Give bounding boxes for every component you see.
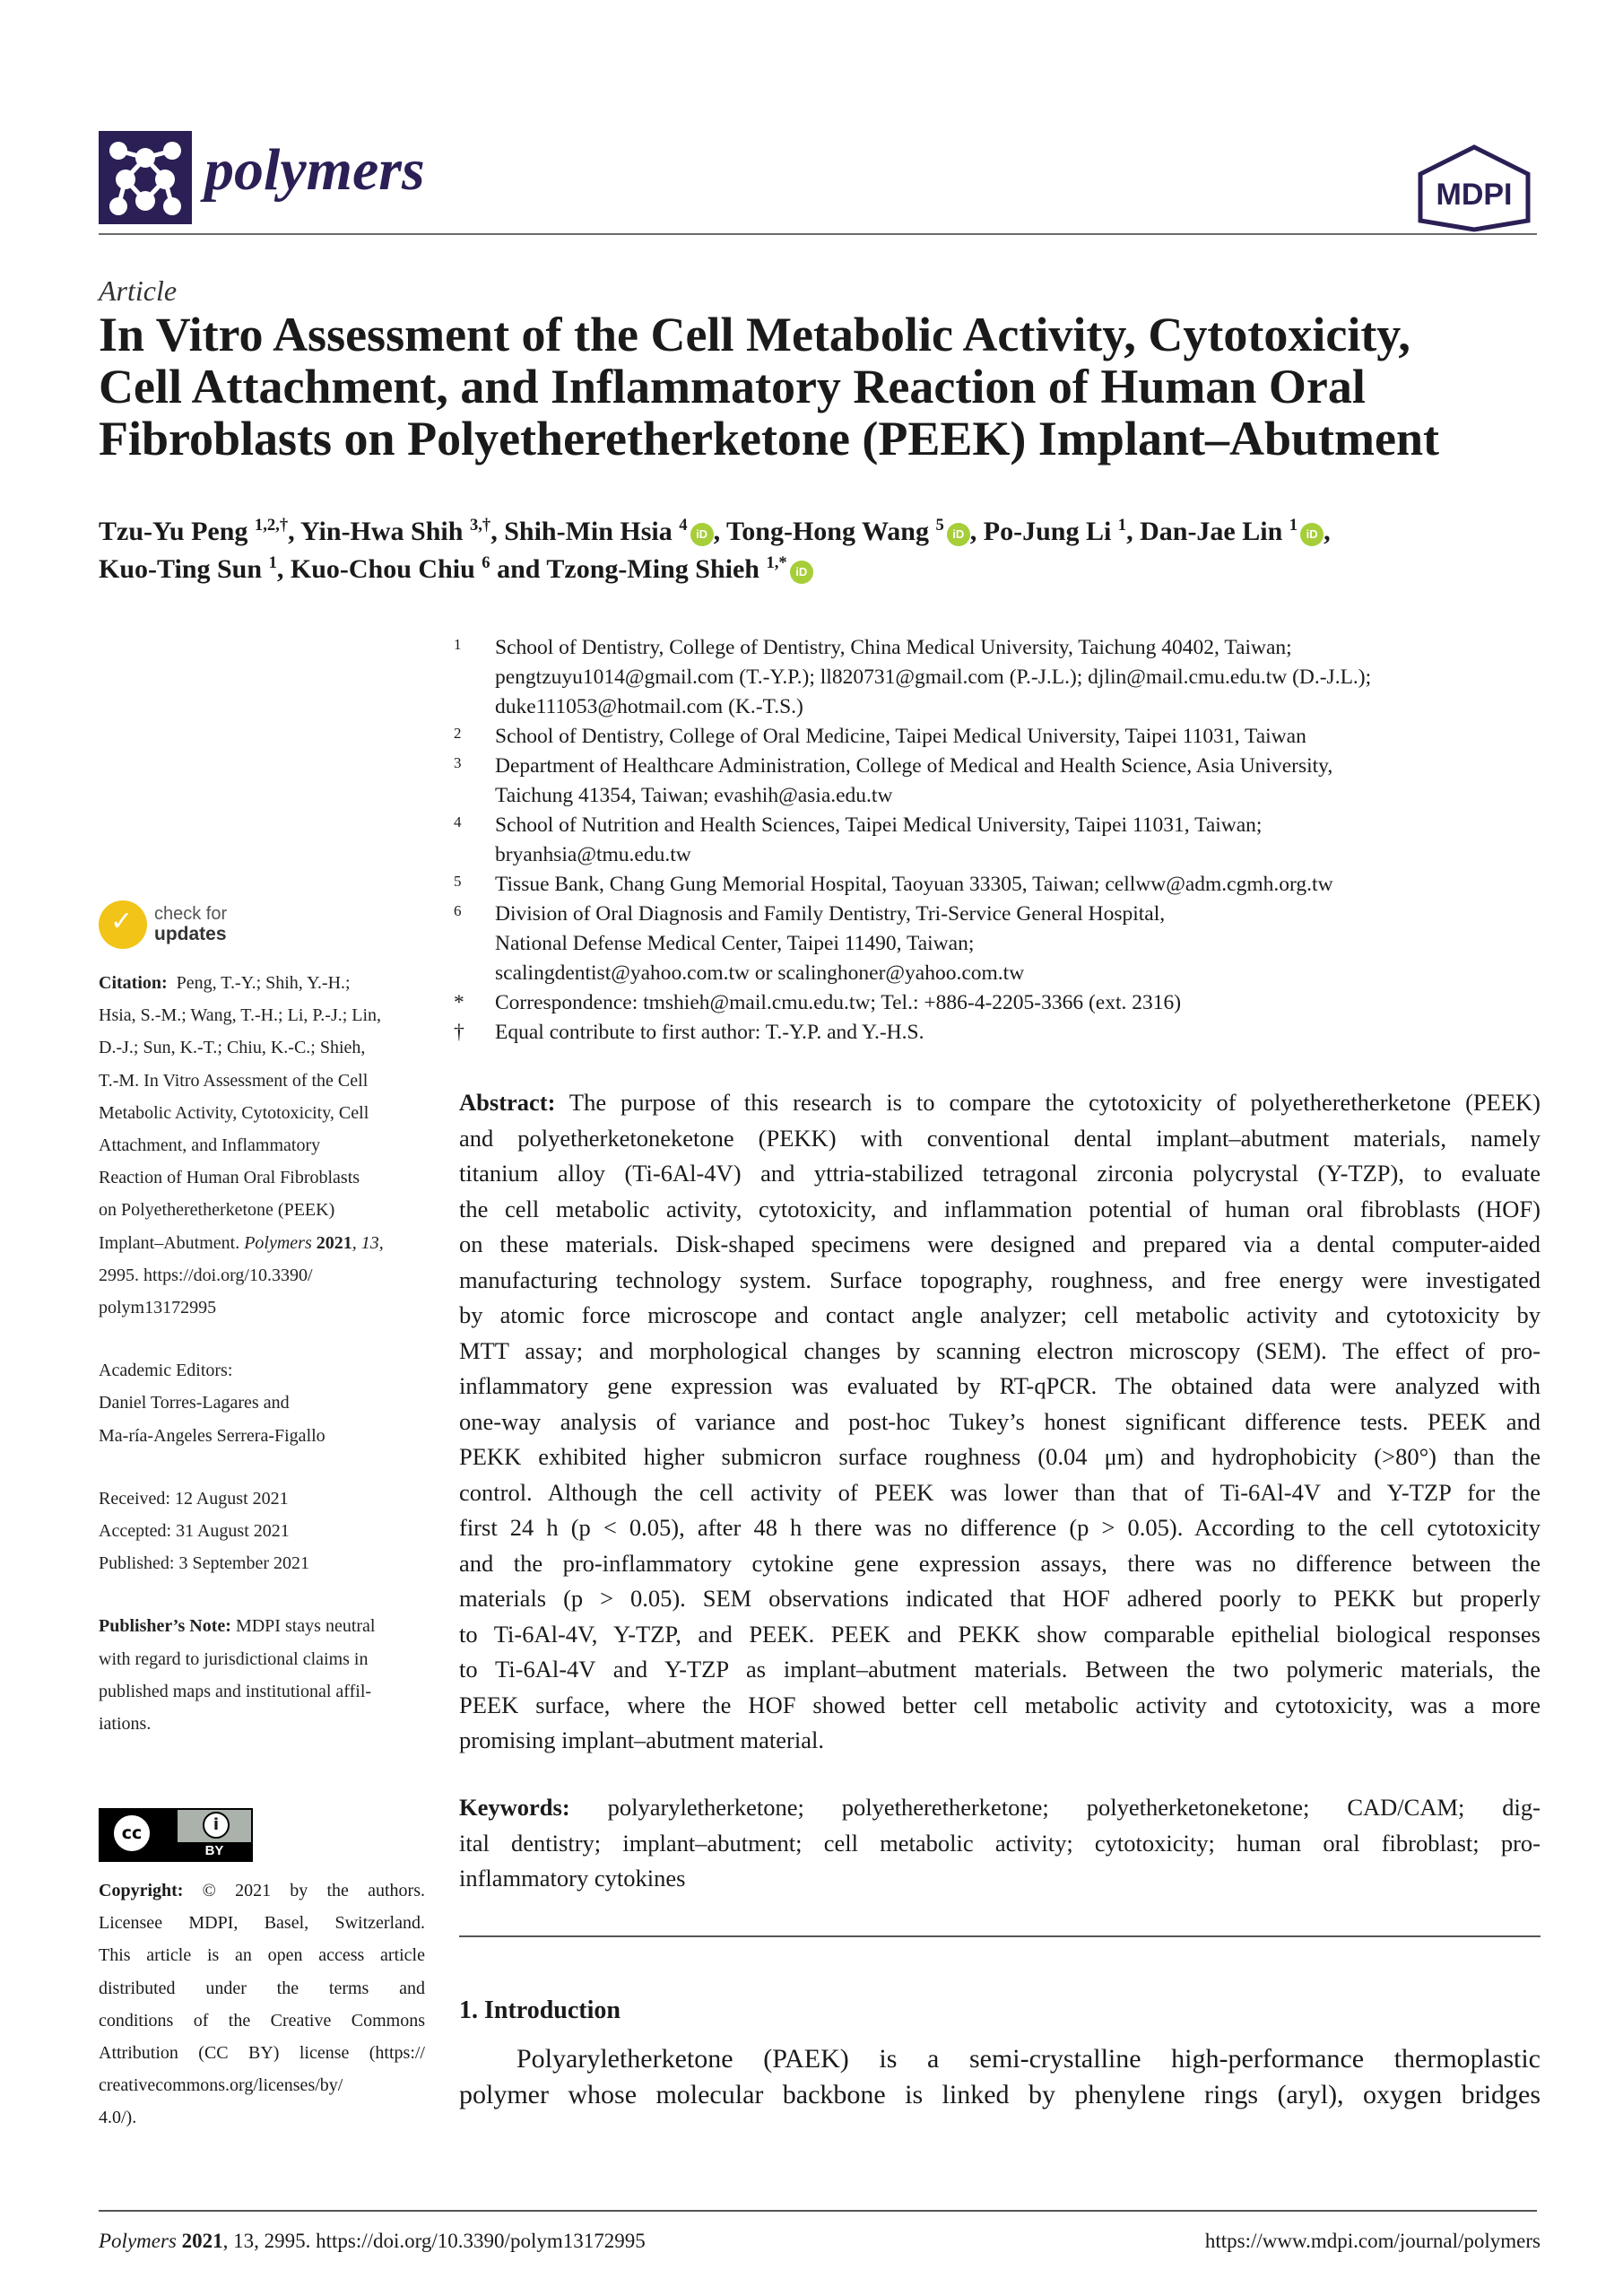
- author-name[interactable]: Kuo-Ting Sun: [99, 554, 263, 584]
- affiliations: [454, 633, 1541, 1048]
- title-line: Fibroblasts on Polyetheretherketone (PEEK) Implant–Abutment: [99, 412, 1439, 465]
- orcid-icon[interactable]: iD: [947, 523, 970, 546]
- keywords: Keywords: polyaryletherketone; polyetheretherketone; polyetherketoneketone; CAD/CAM; dig- ital dentistry; implant–abutment; cell metabolic activity; cytotoxicity; human oral fibroblast; pro- inflammatory cytokines: [459, 1794, 1541, 1892]
- author-name[interactable]: Tzu-Yu Peng: [99, 517, 248, 546]
- author-list: Tzu-Yu Peng $^{1,2,\dagger}$, Yin-Hwa Shih $^{3,\dagger}$, Shih-Min Hsia $^4$ iD , Tong-Hong Wang $^5$ iD , Po-Jung Li $^1$, Dan-Jae Lin $^1$ iD , Kuo-Ting Sun $^1$, Kuo-Chou Chiu $^6$ and Tzong-Ming Shieh $^{1,*}$ iD: [99, 516, 1331, 584]
- author-and: and: [497, 554, 541, 584]
- journal-name: polymers: [204, 137, 425, 203]
- orcid-icon[interactable]: iD: [1300, 523, 1324, 546]
- sidebar: [99, 967, 427, 1770]
- checkmark-icon: ✓: [99, 900, 147, 949]
- correspondence-note: * Correspondence: tmshieh@mail.cmu.edu.tw; Tel.: +886-4-2205-3366 (ext. 2316): [454, 991, 1182, 1014]
- check-for-updates-button[interactable]: [99, 900, 260, 951]
- footer-citation[interactable]: Polymers 2021, 13, 2995. https://doi.org/10.3390/polym13172995: [99, 2230, 646, 2252]
- abstract-label: Abstract:: [459, 1089, 556, 1116]
- orcid-icon[interactable]: iD: [790, 561, 813, 584]
- author-name[interactable]: Yin-Hwa Shih: [300, 517, 464, 546]
- orcid-icon[interactable]: iD: [690, 523, 714, 546]
- article-type: Article: [99, 274, 178, 307]
- by-label: BY: [178, 1842, 251, 1860]
- keywords-label: Keywords:: [459, 1794, 570, 1821]
- attribution-icon: i: [203, 1812, 230, 1839]
- check-updates-text: updates: [154, 924, 227, 944]
- cc-by-license-icon[interactable]: [99, 1808, 253, 1862]
- author-name[interactable]: Tong-Hong Wang: [726, 517, 929, 546]
- title-line: Cell Attachment, and Inflammatory Reaction of Human Oral: [99, 360, 1366, 413]
- academic-editors: Academic Editors: Daniel Torres-Lagares and Ma-ría-Angeles Serrera-Figallo: [99, 1361, 325, 1446]
- affiliation-item: 3 Department of Healthcare Administration, College of Medical and Health Science, Asia University, Taichung 41354, Taiwan; evashih@asia.edu.tw: [454, 754, 1333, 807]
- mdpi-logo-icon: [1411, 144, 1537, 233]
- author-name[interactable]: Po-Jung Li: [983, 517, 1112, 546]
- header-divider: [99, 233, 1537, 235]
- author-name[interactable]: Tzong-Ming Shieh: [546, 554, 759, 584]
- author-name[interactable]: Dan-Jae Lin: [1140, 517, 1283, 546]
- author-name[interactable]: Shih-Min Hsia: [504, 517, 673, 546]
- affiliation-item: 1 School of Dentistry, College of Dentistry, China Medical University, Taichung 40402, Taiwan; pengtzuyu1014@gmail.com (T.-Y.P.); ll820731@gmail.com (P.-J.L.); djlin@mail.cmu.edu.tw (D.-J.L.); duke111053@hotmail.com (K.-T.S.): [454, 636, 1372, 718]
- footer-divider: [99, 2210, 1537, 2212]
- equal-contribution-note: † Equal contribute to first author: T.-Y.P. and Y.-H.S.: [454, 1021, 924, 1044]
- section-divider: [459, 1935, 1541, 1937]
- cc-icon: cc: [111, 1813, 152, 1854]
- affiliation-item: 2 School of Dentistry, College of Oral Medicine, Taipei Medical University, Taipei 11031, Taiwan: [454, 725, 1306, 748]
- article-title: [99, 309, 1542, 465]
- author-name[interactable]: Kuo-Chou Chiu: [290, 554, 475, 584]
- citation-label: Citation:: [99, 973, 168, 993]
- abstract: Abstract: The purpose of this research is to compare the cytotoxicity of polyetheretherketone (PEEK) and polyetherketoneketone (PEKK) with conventional dental implant–abutment materials, namely titanium alloy (Ti-6Al-4V) and yttria-stabilized tetragonal zirconia polycrystal (Y-TZP), to evaluate the cell metabolic activity, cytotoxicity, and inflammation potential of human oral fibroblasts (HOF) on these materials. Disk-shaped specimens were designed and prepared via a dental computer-aided manufacturing technology system. Surface topography, roughness, and free energy were investigated by atomic force microscope and contact angle analyzer; cell metabolic activity and cytotoxicity by MTT assay; and morphological changes by scanning electron microscopy (SEM). The effect of pro- inflammatory gene expression was evaluated by RT-qPCR. The obtained data were analyzed with one-way analysis of variance and post-hoc Tukey’s honest significant difference tests. PEEK and PEKK exhibited higher submicron surface roughness (0.04 μm) and hydrophobicity (>80°) than the control. Although the cell activity of PEEK was lower than that of Ti-6Al-4V and Y-TZP for the first 24 h (p < 0.05), after 48 h there was no difference (p > 0.05). According to the cell cytotoxicity and the pro-inflammatory cytokine gene expression assays, there was no difference between the materials (p > 0.05). SEM observations indicated that HOF adhered poorly to PEKK but properly to Ti-6Al-4V, Y-TZP, and PEEK. PEEK and PEKK show comparable epithelial biological responses to Ti-6Al-4V and Y-TZP as implant–abutment materials. Between the two polymeric materials, the PEEK surface, where the HOF showed better cell metabolic activity and cytotoxicity, was a more promising implant–abutment material.: [459, 1089, 1541, 1753]
- mdpi-logo-text: MDPI: [1436, 178, 1513, 212]
- copyright-block: Copyright: © 2021 by the authors. Licensee MDPI, Basel, Switzerland. This article is an open access article distributed under the terms and conditions of the Creative Commons Attribution (CC BY) license (https:// creativecommons.org/licenses/by/ 4.0/).: [99, 1881, 426, 2128]
- introduction-text: Polyaryletherketone (PAEK) is a semi-crystalline high-performance thermoplastic polymer whose molecular backbone is linked by phenylene rings (aryl), oxygen bridges: [459, 2044, 1541, 2109]
- publisher-note: Publisher’s Note: MDPI stays neutral with regard to jurisdictional claims in published maps and institutional affil- iations.: [99, 1616, 376, 1735]
- citation-block: Citation: Peng, T.-Y.; Shih, Y.-H.; Hsia, S.-M.; Wang, T.-H.; Li, P.-J.; Lin, D.-J.; Sun, K.-T.; Chiu, K.-C.; Shieh, T.-M. In Vitro Assessment of the Cell Metabolic Activity, Cytotoxicity, Cell Attachment, and Inflammatory Reaction of Human Oral Fibroblasts on Polyetheretherketone (PEEK) Implant–Abutment. Polymers 2021, 13, 2995. https://doi.org/10.3390/ polym13172995: [99, 973, 384, 1318]
- affiliation-item: 6 Division of Oral Diagnosis and Family Dentistry, Tri-Service General Hospital, National Defense Medical Center, Taipei 11490, Taiwan; scalingdentist@yahoo.com.tw or scalinghoner@yahoo.com.tw: [454, 902, 1166, 985]
- affiliation-item: 5 Tissue Bank, Chang Gung Memorial Hospital, Taoyuan 33305, Taiwan; cellww@adm.cgmh.org.tw: [454, 873, 1333, 896]
- section-heading: 1. Introduction: [459, 1996, 621, 2024]
- footer-journal-link[interactable]: https://www.mdpi.com/journal/polymers: [1204, 2230, 1541, 2252]
- publication-dates: Received: 12 August 2021 Accepted: 31 August 2021 Published: 3 September 2021: [99, 1488, 309, 1574]
- affiliation-item: 4 School of Nutrition and Health Sciences, Taipei Medical University, Taipei 11031, Taiwan; bryanhsia@tmu.edu.tw: [454, 813, 1263, 866]
- title-line: In Vitro Assessment of the Cell Metabolic Activity, Cytotoxicity,: [99, 308, 1410, 361]
- check-updates-text: check for: [154, 904, 228, 924]
- journal-logo-icon: [99, 131, 192, 224]
